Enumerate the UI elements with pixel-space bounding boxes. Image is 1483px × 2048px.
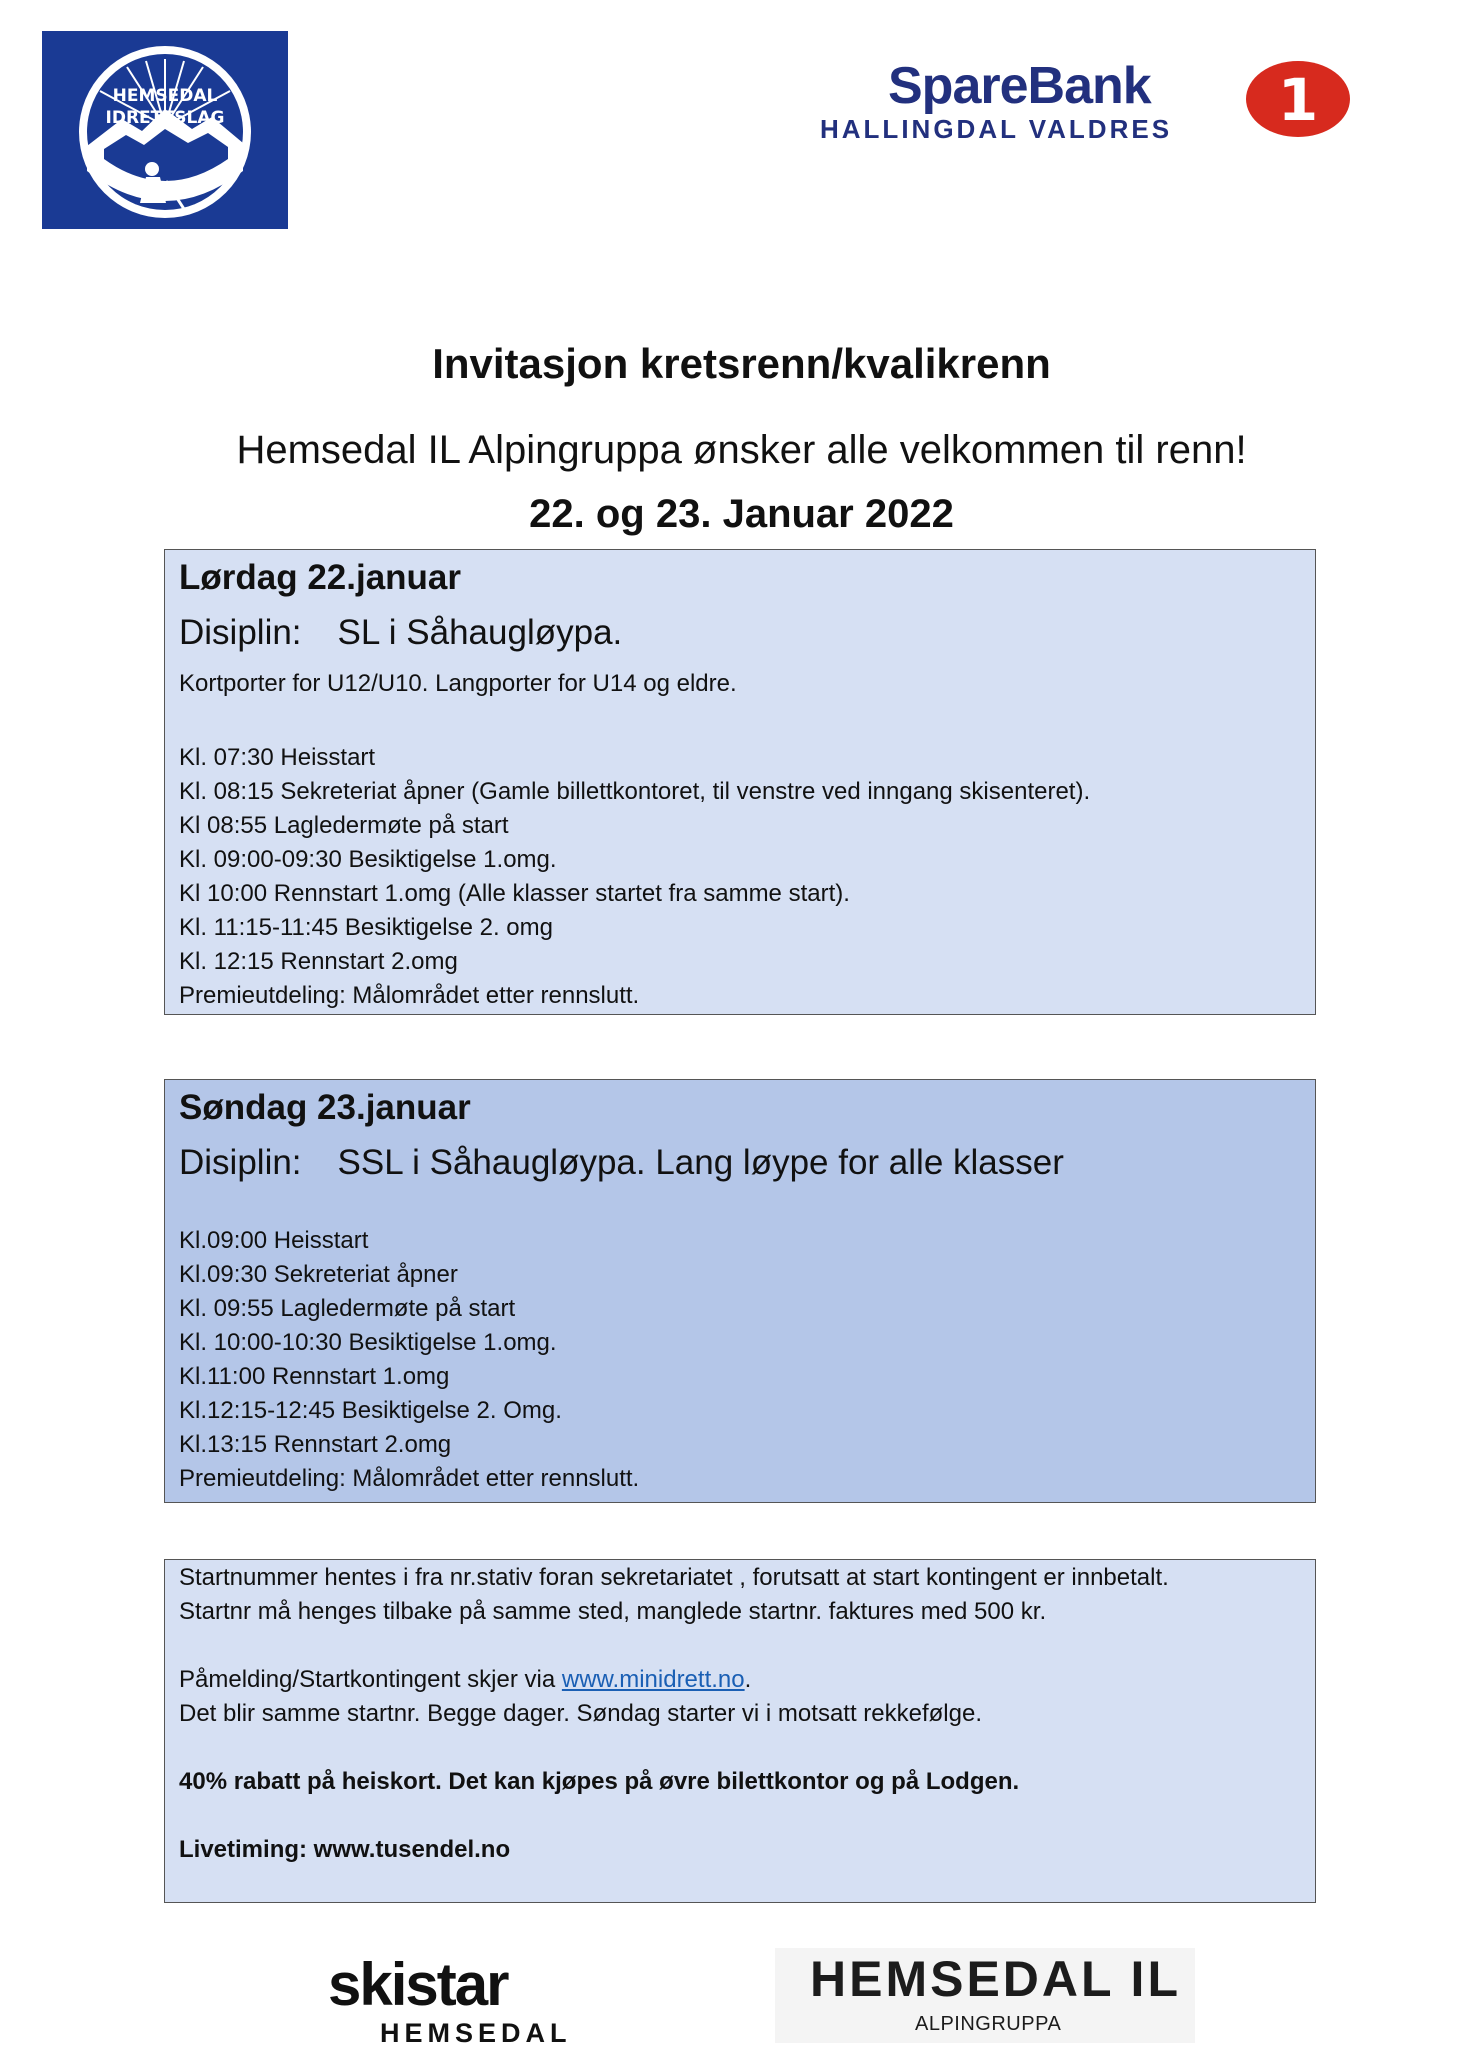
discount-info: 40% rabatt på heiskort. Det kan kjøpes på øvre bilettkontor og på Lodgen. <box>179 1768 1020 1795</box>
club-name-line1: HEMSEDAL <box>112 86 218 106</box>
discipline-value: SL i Såhaugløypa. <box>337 613 623 652</box>
saturday-heading: Lørdag 22.januar <box>179 558 462 597</box>
discipline-label: Disiplin: <box>179 613 302 652</box>
schedule-item: Premieutdeling: Målområdet etter rennslutt. <box>179 982 640 1009</box>
sparebank-logo <box>818 58 1353 148</box>
hemsedal-idrettslag-logo <box>42 31 288 229</box>
sunday-section <box>164 1079 1316 1503</box>
skistar-logo <box>328 1951 628 2048</box>
schedule-item: Kl.13:15 Rennstart 2.omg <box>179 1431 452 1458</box>
schedule-item: Kl. 08:15 Sekreteriat åpner (Gamle billettkontoret, til venstre ved inngang skisenteret). <box>179 778 1091 805</box>
schedule-item: Kl.09:00 Heisstart <box>179 1227 369 1254</box>
sunday-discipline <box>179 1145 1301 1180</box>
skistar-wordmark: skistar <box>328 1951 508 2018</box>
hemsedal-il-group: ALPINGRUPPA <box>915 2013 1062 2035</box>
bank-one-badge <box>1243 58 1353 140</box>
signup-suffix: . <box>744 1666 752 1693</box>
discipline-label: Disiplin: <box>179 1143 302 1182</box>
info-section <box>164 1559 1316 1903</box>
schedule-item: Kl.12:15-12:45 Besiktigelse 2. Omg. <box>179 1397 562 1424</box>
signup-prefix: Påmelding/Startkontingent skjer via <box>179 1666 562 1693</box>
sunday-heading: Søndag 23.januar <box>179 1088 471 1127</box>
hemsedal-il-logo <box>775 1948 1195 2043</box>
schedule-item: Kl 10:00 Rennstart 1.omg (Alle klasser startet fra samme start). <box>179 880 850 907</box>
saturday-schedule <box>179 741 1301 1013</box>
schedule-item: Kl. 09:55 Lagledermøte på start <box>179 1295 516 1322</box>
sunday-schedule <box>179 1224 1301 1496</box>
page-title: Invitasjon kretsrenn/kvalikrenn <box>432 340 1051 387</box>
hemsedal-il-wordmark: HEMSEDAL IL <box>810 1951 1181 2007</box>
club-name-line2: IDRETTSLAG <box>105 108 225 128</box>
welcome-line: Hemsedal IL Alpingruppa ønsker alle velkommen til renn! <box>236 428 1247 472</box>
minidrett-link[interactable]: www.minidrett.no <box>561 1666 745 1693</box>
schedule-item: Kl. 07:30 Heisstart <box>179 744 376 771</box>
livetiming-info: Livetiming: www.tusendel.no <box>179 1836 511 1863</box>
schedule-item: Kl 08:55 Lagledermøte på start <box>179 812 509 839</box>
saturday-discipline <box>179 615 1301 650</box>
saturday-section <box>164 549 1316 1015</box>
discipline-value: SSL i Såhaugløypa. Lang løype for alle klasser <box>337 1143 1064 1182</box>
schedule-item: Kl. 12:15 Rennstart 2.omg <box>179 948 458 975</box>
bank-name: SpareBank <box>888 57 1151 115</box>
signup-line <box>179 1663 1301 1697</box>
schedule-item: Kl. 09:00-09:30 Besiktigelse 1.omg. <box>179 846 557 873</box>
schedule-item: Premieutdeling: Målområdet etter rennslutt. <box>179 1465 640 1492</box>
start-order-info: Det blir samme startnr. Begge dager. Søndag starter vi i motsatt rekkefølge. <box>179 1700 983 1727</box>
saturday-gate-note: Kortporter for U12/U10. Langporter for U14 og eldre. <box>179 670 737 697</box>
event-dates: 22. og 23. Januar 2022 <box>529 492 954 536</box>
schedule-item: Kl. 11:15-11:45 Besiktigelse 2. omg <box>179 914 553 941</box>
schedule-item: Kl.09:30 Sekreteriat åpner <box>179 1261 458 1288</box>
skistar-location: HEMSEDAL <box>380 2018 572 2048</box>
start-number-return: Startnr må henges tilbake på samme sted, manglede startnr. faktures med 500 kr. <box>179 1598 1047 1625</box>
schedule-item: Kl. 10:00-10:30 Besiktigelse 1.omg. <box>179 1329 557 1356</box>
start-number-info: Startnummer hentes i fra nr.stativ foran sekretariatet , forutsatt at start kontingent er innbetalt. <box>179 1564 1169 1591</box>
bank-region: HALLINGDAL VALDRES <box>820 114 1173 144</box>
bank-digit: 1 <box>1277 66 1319 134</box>
hemsedal-idrettslag-emblem <box>42 31 288 229</box>
schedule-item: Kl.11:00 Rennstart 1.omg <box>179 1363 450 1390</box>
